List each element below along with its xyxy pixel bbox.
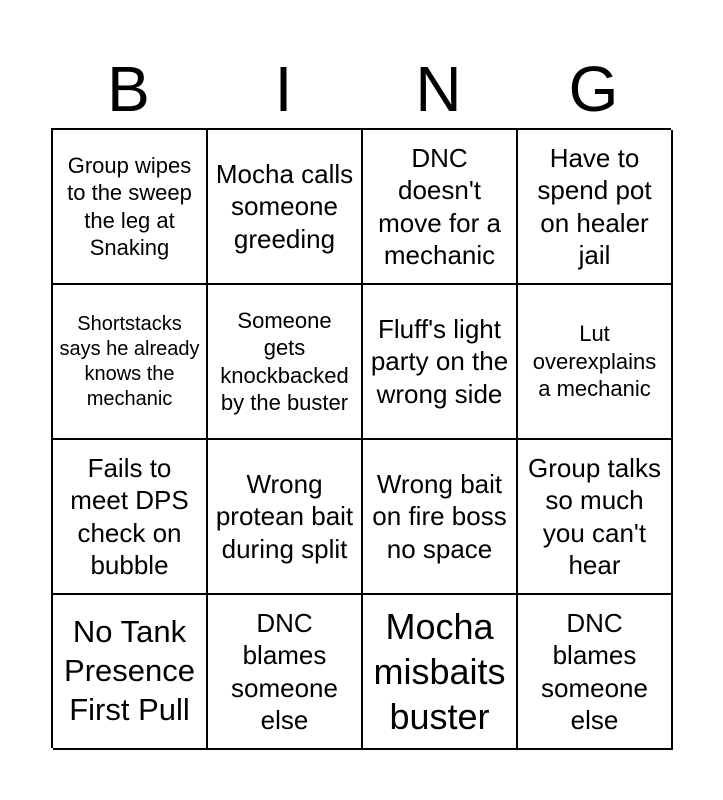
bingo-cell-1-4[interactable] bbox=[518, 130, 673, 285]
cell-text: DNC doesn't move for a mechanic bbox=[378, 142, 501, 270]
cell-text: DNC blames someone else bbox=[231, 607, 338, 735]
header-letter-n: N bbox=[415, 53, 462, 125]
bingo-cell-3-3[interactable] bbox=[363, 440, 518, 595]
bingo-cell-1-3[interactable] bbox=[363, 130, 518, 285]
cell-text: DNC blames someone else bbox=[541, 607, 648, 735]
cell-text: No Tank Presence First Pull bbox=[64, 614, 195, 727]
bingo-cell-4-3[interactable] bbox=[363, 595, 518, 750]
bingo-cell-3-1[interactable] bbox=[53, 440, 208, 595]
bingo-cell-4-2[interactable] bbox=[208, 595, 363, 750]
cell-text: Fails to meet DPS check on bubble bbox=[70, 452, 189, 580]
bingo-board bbox=[51, 128, 671, 748]
cell-text: Have to spend pot on healer jail bbox=[537, 142, 652, 270]
cell-text: Group wipes to the sweep the leg at Snaking bbox=[67, 152, 192, 260]
bingo-header bbox=[51, 50, 671, 128]
bingo-cell-1-1[interactable] bbox=[53, 130, 208, 285]
cell-text: Mocha calls someone greeding bbox=[215, 158, 354, 254]
bingo-cell-2-1[interactable] bbox=[53, 285, 208, 440]
cell-text: Wrong protean bait during split bbox=[215, 468, 354, 564]
bingo-cell-3-4[interactable] bbox=[518, 440, 673, 595]
bingo-cell-2-4[interactable] bbox=[518, 285, 673, 440]
header-letter-b: B bbox=[107, 53, 150, 125]
bingo-cell-2-3[interactable] bbox=[363, 285, 518, 440]
cell-text: Mocha misbaits buster bbox=[373, 606, 506, 737]
bingo-cell-4-1[interactable] bbox=[53, 595, 208, 750]
cell-text: Wrong bait on fire boss no space bbox=[372, 468, 507, 564]
bingo-cell-4-4[interactable] bbox=[518, 595, 673, 750]
header-letter-i: I bbox=[274, 53, 293, 125]
cell-text: Lut overexplains a mechanic bbox=[532, 321, 657, 402]
bingo-cell-2-2[interactable] bbox=[208, 285, 363, 440]
cell-text: Shortstacks says he already knows the mechanic bbox=[59, 312, 200, 410]
header-letter-g: G bbox=[568, 53, 619, 125]
cell-text: Group talks so much you can't hear bbox=[528, 452, 661, 580]
cell-text: Someone gets knockbacked by the buster bbox=[220, 307, 349, 415]
bingo-cell-3-2[interactable] bbox=[208, 440, 363, 595]
bingo-cell-1-2[interactable] bbox=[208, 130, 363, 285]
cell-text: Fluff's light party on the wrong side bbox=[370, 313, 509, 409]
